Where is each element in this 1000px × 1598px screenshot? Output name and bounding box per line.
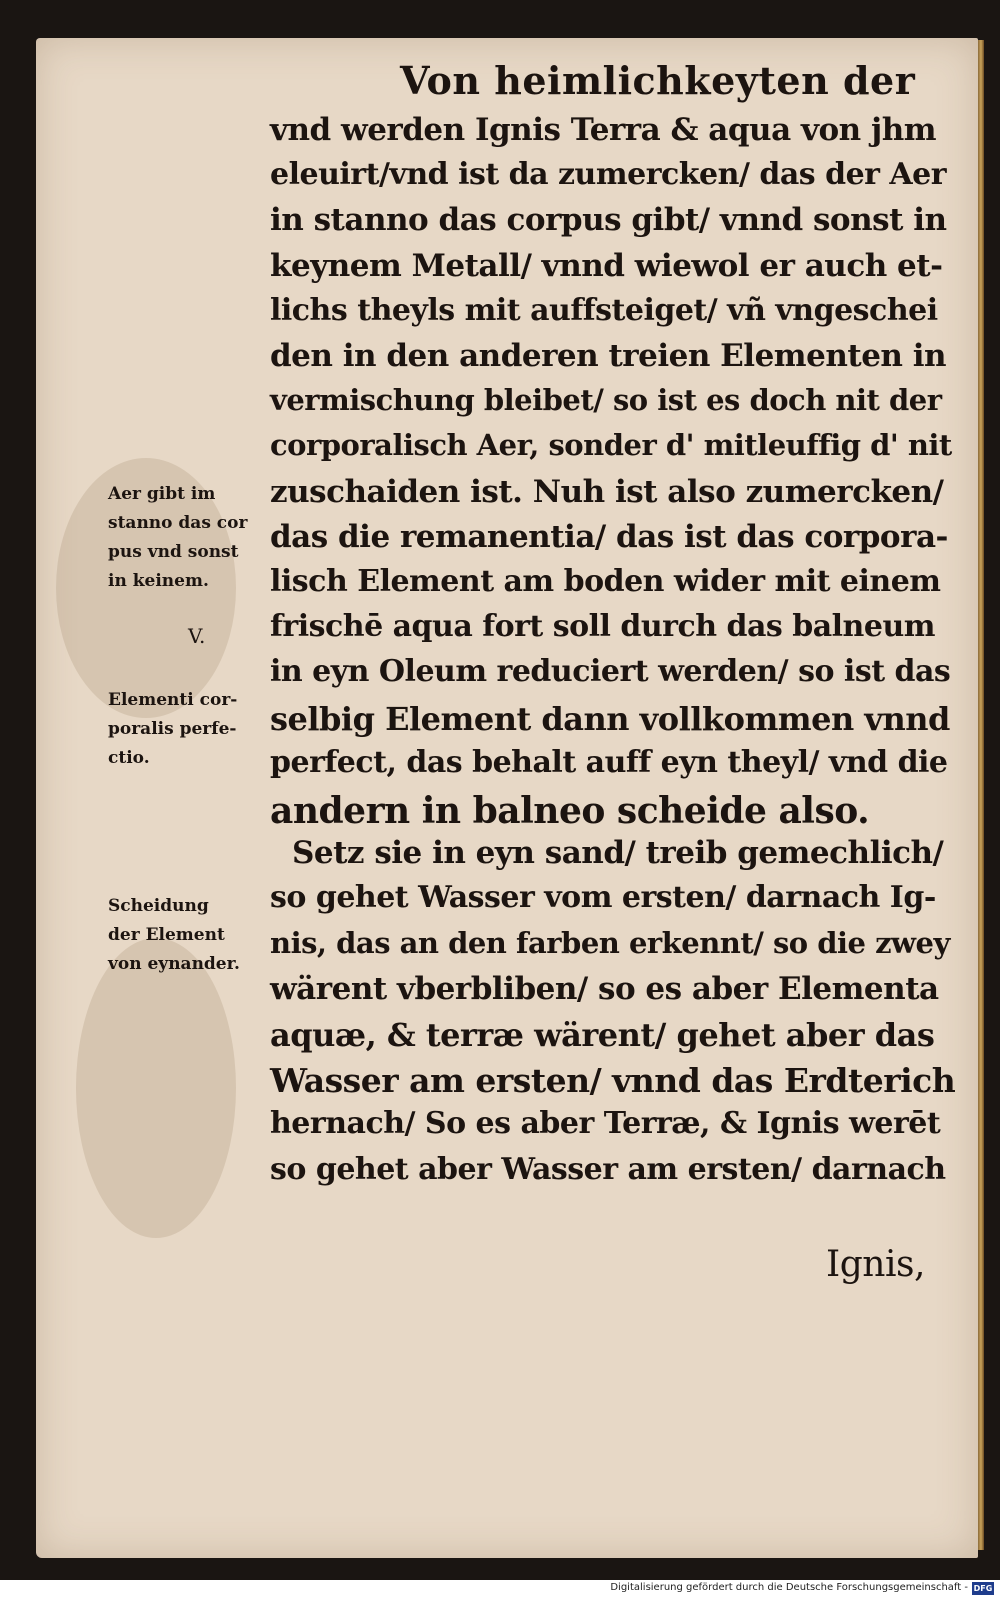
text-line: eleuirt/vnd ist da zumercken/ das der Aer (270, 157, 947, 193)
running-header: Von heimlichkeyten der (400, 58, 916, 103)
text-line: vermischung bleibet/ so ist es doch nit der (270, 383, 942, 418)
text-line: selbig Element dann vollkommen vnnd (270, 699, 950, 738)
text-line: Setz sie in eyn sand/ treib gemechlich/ (292, 835, 944, 872)
text-line: corporalisch Aer, sonder d' mitleuffig d' nit (270, 428, 952, 463)
margin-note-line: Elementi cor- (108, 690, 238, 710)
margin-note-line: poralis perfe- (108, 719, 237, 739)
text-line: in eyn Oleum reduciert werden/ so ist das (270, 654, 951, 690)
footer-bar (0, 1580, 1000, 1598)
margin-note-line: stanno das cor (108, 513, 248, 533)
margin-note-line: pus vnd sonst (108, 542, 239, 562)
margin-note-line: von eynander. (108, 954, 240, 974)
page-edge (978, 40, 984, 1550)
text-line: lichs theyls mit auffsteiget/ vñ vngeschei (270, 292, 938, 328)
margin-note-line: der Element (108, 925, 225, 945)
text-line: vnd werden Ignis Terra & aqua von jhm (270, 112, 937, 148)
text-line: so gehet aber Wasser am ersten/ darnach (270, 1151, 946, 1187)
margin-note (108, 686, 237, 773)
margin-note-line: Aer gibt im (108, 484, 216, 504)
text-line: so gehet Wasser vom ersten/ darnach Ig- (270, 880, 936, 916)
text-line: den in den anderen treien Elementen in (270, 338, 947, 374)
text-line: das die remanentia/ das ist das corpora- (270, 518, 948, 555)
text-line: zuschaiden ist. Nuh ist also zumercken/ (270, 473, 944, 510)
text-line: Wasser am ersten/ vnnd das Erdterich (270, 1061, 956, 1101)
text-line: lisch Element am boden wider mit einem (270, 564, 941, 599)
section-number: V. (188, 624, 206, 648)
text-line: aquæ, & terræ wärent/ gehet aber das (270, 1016, 935, 1054)
text-line: wärent vberbliben/ so es aber Elementa (270, 970, 939, 1007)
margin-note (108, 480, 247, 596)
catchword: Ignis, (826, 1244, 925, 1285)
page-stain (76, 938, 236, 1238)
margin-note-line: ctio. (108, 748, 150, 768)
text-line: perfect, das behalt auff eyn theyl/ vnd die (270, 744, 948, 780)
footer-credit: Digitalisierung gefördert durch die Deutsche Forschungsgemeinschaft - (610, 1582, 968, 1593)
text-line: in stanno das corpus gibt/ vnnd sonst in (270, 202, 947, 239)
margin-note-line: in keinem. (108, 571, 209, 591)
text-line: hernach/ So es aber Terræ, & Ignis werēt (270, 1106, 941, 1142)
text-line: keynem Metall/ vnnd wiewol er auch et- (270, 247, 943, 284)
margin-note (108, 892, 240, 979)
margin-note-line: Scheidung (108, 896, 209, 916)
text-line: nis, das an den farben erkennt/ so die zwey (270, 925, 950, 960)
text-line: frischē aqua fort soll durch das balneum (270, 609, 936, 645)
text-line: andern in balneo scheide also. (270, 790, 870, 832)
dfg-logo: DFG (973, 1584, 993, 1593)
